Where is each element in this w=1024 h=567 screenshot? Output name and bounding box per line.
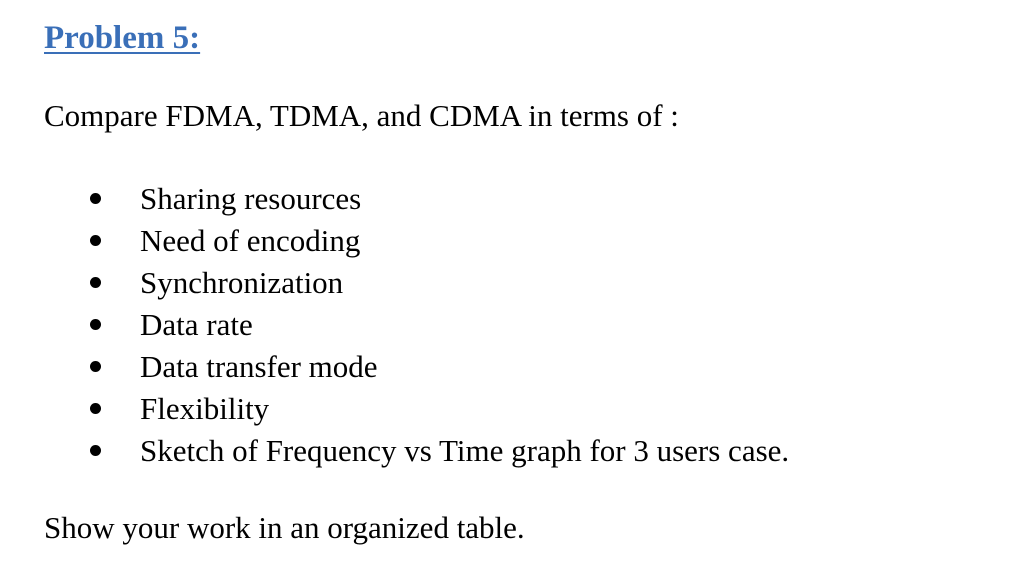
bullet-icon — [90, 277, 101, 288]
list-item-text: Sketch of Frequency vs Time graph for 3 users case. — [140, 433, 790, 468]
list-item-text: Synchronization — [140, 265, 344, 300]
bullet-icon — [90, 319, 101, 330]
closing-instruction: Show your work in an organized table. — [44, 510, 525, 545]
intro-sentence: Compare FDMA, TDMA, and CDMA in terms of : — [44, 98, 679, 133]
bullet-icon — [90, 235, 101, 246]
bullet-icon — [90, 193, 101, 204]
bullet-icon — [90, 361, 101, 372]
bullet-icon — [90, 445, 101, 456]
list-item-text: Data transfer mode — [140, 349, 378, 384]
bullet-icon — [90, 403, 101, 414]
list-item-text: Flexibility — [140, 391, 270, 426]
list-item-text: Data rate — [140, 307, 253, 342]
list-item-text: Sharing resources — [140, 181, 362, 216]
list-item-text: Need of encoding — [140, 223, 361, 258]
problem-heading: Problem 5: — [44, 20, 201, 56]
